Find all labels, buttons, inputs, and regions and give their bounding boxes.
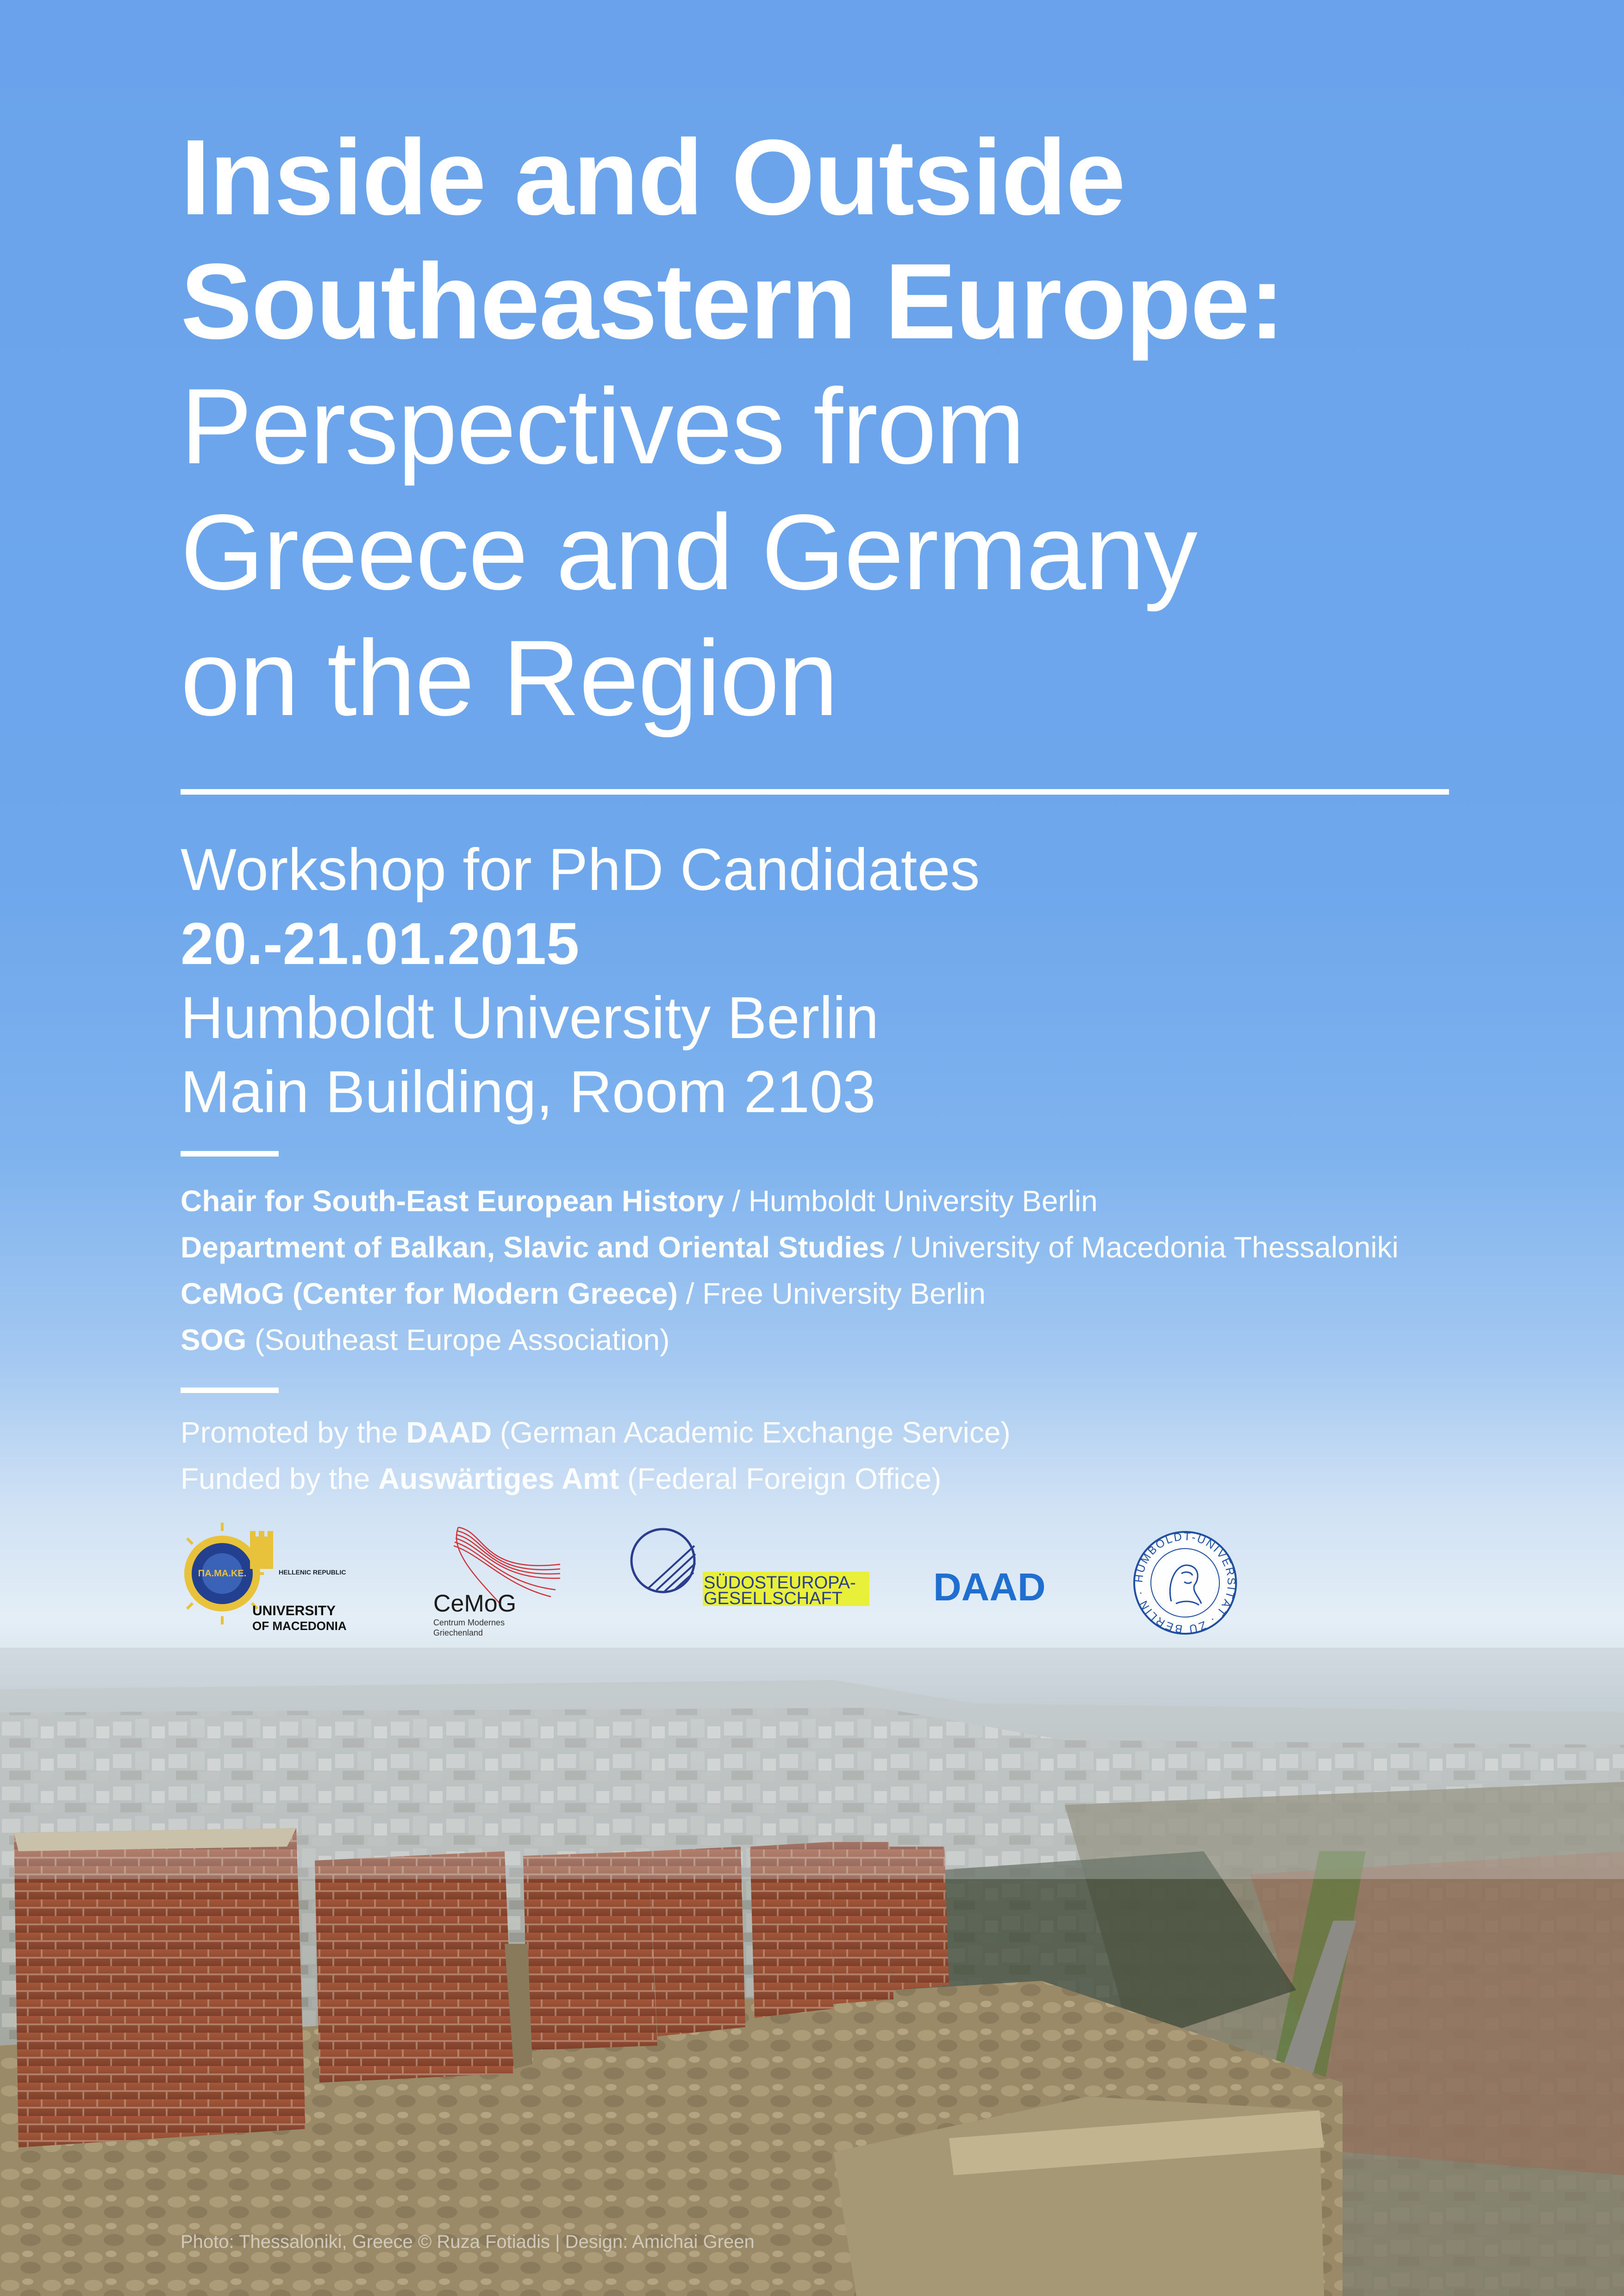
cemog-logo [431,1523,569,1638]
humboldt-seal-icon [1130,1527,1241,1638]
cemog-sub-2: Griechenland [433,1628,483,1637]
event-room: Main Building, Room 2103 [181,1059,876,1125]
organizer-name: SOG [181,1323,247,1356]
title-line-2: Southeastern Europe: [181,242,1284,361]
macedonia-seal-icon [181,1523,347,1638]
cemog-sub-1: Centrum Modernes [433,1618,505,1627]
funded-org: Auswärtiges Amt [378,1462,619,1495]
organizer-item [181,1270,1399,1317]
funded-suffix: (Federal Foreign Office) [619,1462,942,1495]
organizer-name: Department of Balkan, Slavic and Oriental Studies [181,1231,886,1264]
cemog-name: CeMoG [433,1590,517,1617]
promoted-prefix: Promoted by the [181,1416,406,1449]
macedonia-name-2: OF MACEDONIA [252,1619,347,1633]
event-info [181,833,980,1129]
organizers-list [181,1178,1399,1363]
university-of-macedonia-logo [181,1523,347,1638]
organizer-affiliation: (Southeast Europe Association) [246,1323,670,1356]
title-line-5: on the Region [181,618,837,738]
macedonia-greek-text: ΠΑ.ΜΑ.ΚΕ. [198,1568,247,1579]
organizer-affiliation: / Free University Berlin [677,1277,986,1310]
funded-line [181,1456,1011,1502]
divider-short [181,1151,279,1157]
humboldt-university-seal [1130,1527,1241,1638]
daad-name: DAAD [933,1565,1046,1609]
organizer-item [181,1317,1399,1363]
organizer-item [181,1178,1399,1224]
humboldt-ring-text: HUMBOLDT-UNIVERSITÄT · ZU BERLIN · [1132,1530,1238,1636]
funding-info [181,1409,1011,1502]
organizer-affiliation: / Humboldt University Berlin [724,1184,1098,1218]
promoted-org: DAAD [406,1416,492,1449]
title-line-1: Inside and Outside [181,118,1125,237]
southeast-europe-association-logo [630,1527,870,1620]
macedonia-republic-text: HELLENIC REPUBLIC [279,1568,346,1576]
organizer-affiliation: / University of Macedonia Thessaloniki [885,1231,1399,1264]
event-type: Workshop for PhD Candidates [181,837,980,903]
daad-wordmark [931,1564,1069,1615]
photo-credit: Photo: Thessaloniki, Greece © Ruza Fotiadis | Design: Amichai Green [181,2232,755,2252]
macedonia-name-1: UNIVERSITY [252,1603,336,1618]
title-line-4: Greece and Germany [181,492,1197,612]
funded-prefix: Funded by the [181,1462,378,1495]
title-line-3: Perspectives from [181,367,1024,486]
sog-name-2: GESELLSCHAFT [704,1589,843,1608]
divider-long [181,789,1449,795]
organizer-name: CeMoG (Center for Modern Greece) [181,1277,678,1310]
event-venue: Humboldt University Berlin [181,985,879,1051]
organizer-name: Chair for South-East European History [181,1184,724,1218]
divider-short [181,1388,279,1393]
sog-emblem-icon [630,1527,870,1620]
event-date: 20.-21.01.2015 [181,911,580,977]
cemog-ribbon-icon [431,1523,569,1638]
promoted-line [181,1409,1011,1456]
poster-title [181,116,1523,741]
sog-name-1: SÜDOSTEUROPA- [704,1573,856,1593]
organizer-item [181,1224,1399,1270]
daad-logo [931,1564,1069,1615]
promoted-suffix: (German Academic Exchange Service) [492,1416,1011,1449]
